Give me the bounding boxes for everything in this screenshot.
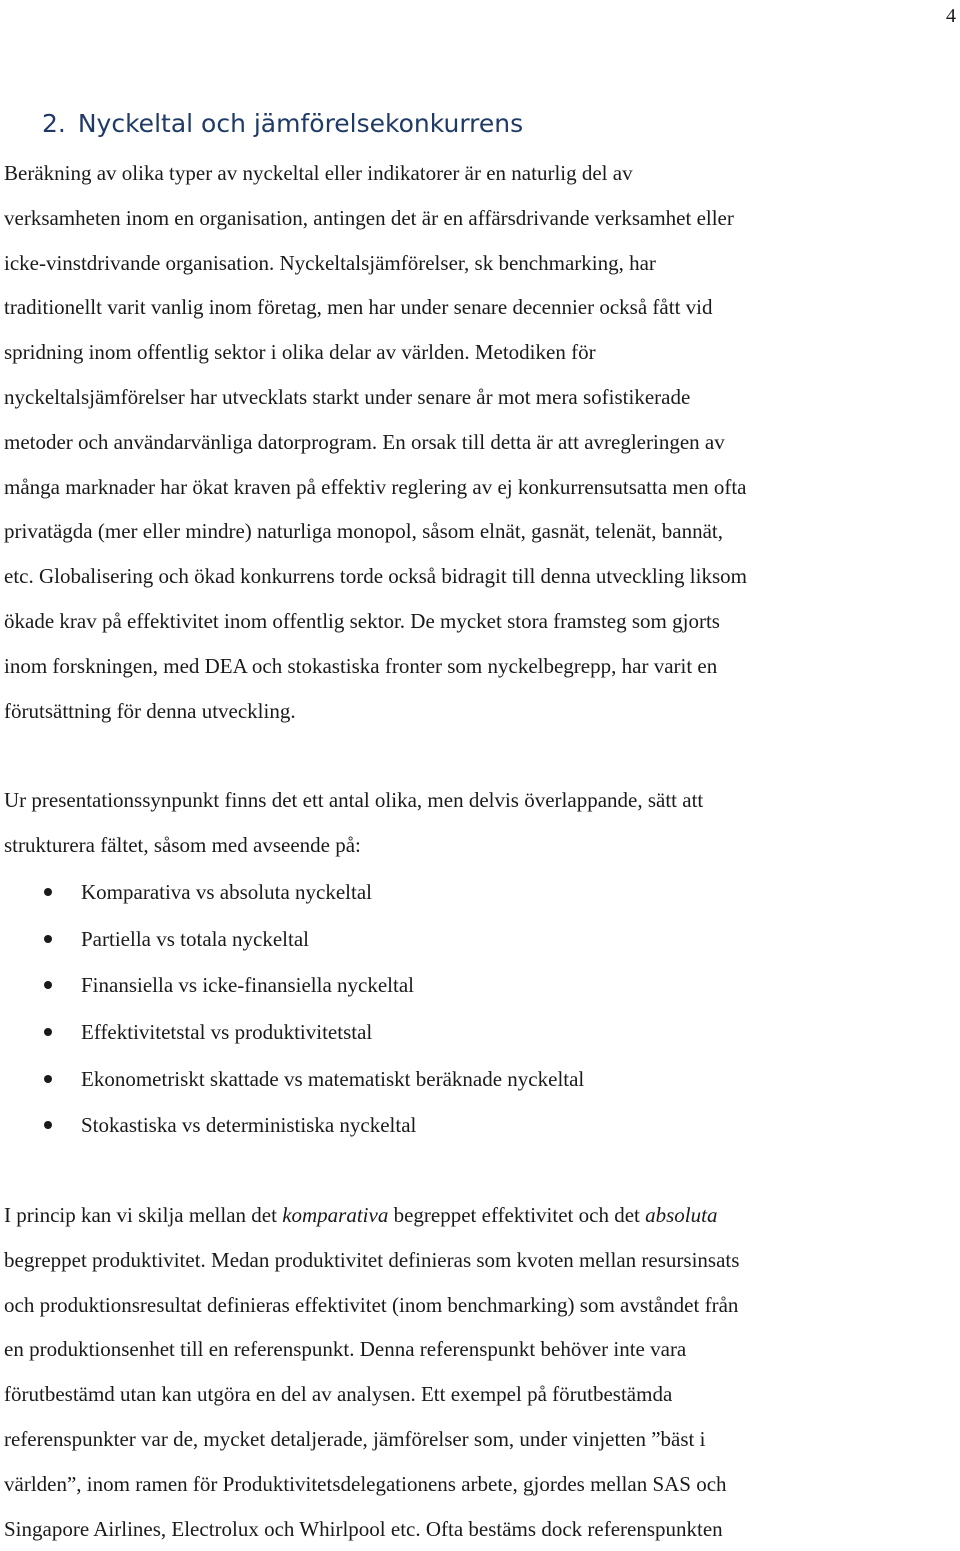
list-item (0, 869, 584, 916)
bullet-dot-icon (44, 1121, 52, 1129)
list-item (0, 962, 584, 1009)
paragraph-line: Beräkning av olika typer av nyckeltal eller indikatorer är en naturlig del av (4, 161, 633, 185)
paragraph-line: metoder och användarvänliga datorprogram. En orsak till detta är att avregleringen av (4, 429, 725, 454)
paragraph-line: förutsättning för denna utveckling. (4, 698, 296, 723)
paragraph-line: en produktionsenhet till en referenspunkt. Denna referenspunkt behöver inte vara (4, 1337, 687, 1362)
paragraph-line: världen”, inom ramen för Produktivitetsdelegationens arbete, gjordes mellan SAS och (4, 1471, 727, 1496)
paragraph-line: spridning inom offentlig sektor i olika delar av världen. Metodiken för (4, 340, 596, 365)
paragraph-line: förutbestämd utan kan utgöra en del av analysen. Ett exempel på förutbestämda (4, 1382, 673, 1407)
structure-paragraph (4, 778, 954, 868)
paragraph-line: referenspunkter var de, mycket detaljerade, jämförelser som, under vinjetten ”bäst i (4, 1426, 706, 1451)
paragraph-line: Singapore Airlines, Electrolux och Whirlpool etc. Ofta bestäms dock referenspunkten (4, 1516, 723, 1541)
paragraph-line: nyckeltalsjämförelser har utvecklats starkt under senare år mot mera sofistikerade (4, 384, 691, 409)
bullet-dot-icon (44, 935, 52, 943)
paragraph-line: ökade krav på effektivitet inom offentlig sektor. De mycket stora framsteg som gjorts (4, 608, 720, 633)
list-item-text: Partiella vs totala nyckeltal (81, 926, 310, 951)
paragraph-line: inom forskningen, med DEA och stokastiska fronter som nyckelbegrepp, har varit en (4, 653, 718, 678)
italic-term: komparativa (282, 1203, 389, 1227)
paragraph-line: privatägda (mer eller mindre) naturliga monopol, såsom elnät, gasnät, telenät, bannät, (4, 519, 724, 544)
intro-paragraph (4, 151, 954, 733)
page-number: 4 (946, 5, 956, 27)
bullet-dot-icon (44, 981, 52, 989)
paragraph-line: verksamheten inom en organisation, antingen det är en affärsdrivande verksamhet eller (4, 205, 734, 230)
paragraph-line: etc. Globalisering och ökad konkurrens torde också bidragit till denna utveckling liksom (4, 564, 747, 589)
list-item (0, 916, 584, 963)
paragraph-line: många marknader har ökat kraven på effektiv reglering av ej konkurrensutsatta men ofta (4, 474, 747, 499)
italic-term: absoluta (645, 1203, 718, 1227)
list-item-text: Komparativa vs absoluta nyckeltal (81, 880, 372, 904)
paragraph-line (4, 1193, 954, 1238)
list-item (0, 1102, 584, 1149)
paragraph-line: och produktionsresultat definieras effektivitet (inom benchmarking) som avståndet från (4, 1292, 739, 1317)
bullet-dot-icon (44, 888, 52, 896)
paragraph-line: Ur presentationssynpunkt finns det ett antal olika, men delvis överlappande, sätt att (4, 788, 704, 812)
bullet-dot-icon (44, 1028, 52, 1036)
list-item (0, 1009, 584, 1056)
list-item-text: Ekonometriskt skattade vs matematiskt beräknade nyckeltal (81, 1066, 585, 1091)
bullet-list (0, 869, 584, 1149)
paragraph-line: traditionellt varit vanlig inom företag, men har under senare decennier också fått vid (4, 295, 713, 320)
list-item (0, 1056, 584, 1103)
list-item-text: Effektivitetstal vs produktivitetstal (81, 1020, 373, 1045)
section-title: Nyckeltal och jämförelsekonkurrens (77, 109, 524, 138)
paragraph-line: icke-vinstdrivande organisation. Nyckeltalsjämförelser, sk benchmarking, har (4, 250, 656, 275)
section-number: 2. (42, 109, 66, 138)
section-heading (42, 108, 523, 140)
text-segment: I princip kan vi skilja mellan det (4, 1203, 283, 1227)
text-segment: begreppet effektivitet och det (388, 1203, 646, 1227)
paragraph-line: strukturera fältet, såsom med avseende på: (4, 832, 361, 857)
paragraph-line: begreppet produktivitet. Medan produktivitet definieras som kvoten mellan resursinsats (4, 1247, 740, 1272)
bullet-dot-icon (44, 1075, 52, 1083)
list-item-text: Finansiella vs icke-finansiella nyckeltal (81, 973, 414, 998)
principle-paragraph (4, 1193, 954, 1551)
list-item-text: Stokastiska vs deterministiska nyckeltal (81, 1113, 417, 1138)
